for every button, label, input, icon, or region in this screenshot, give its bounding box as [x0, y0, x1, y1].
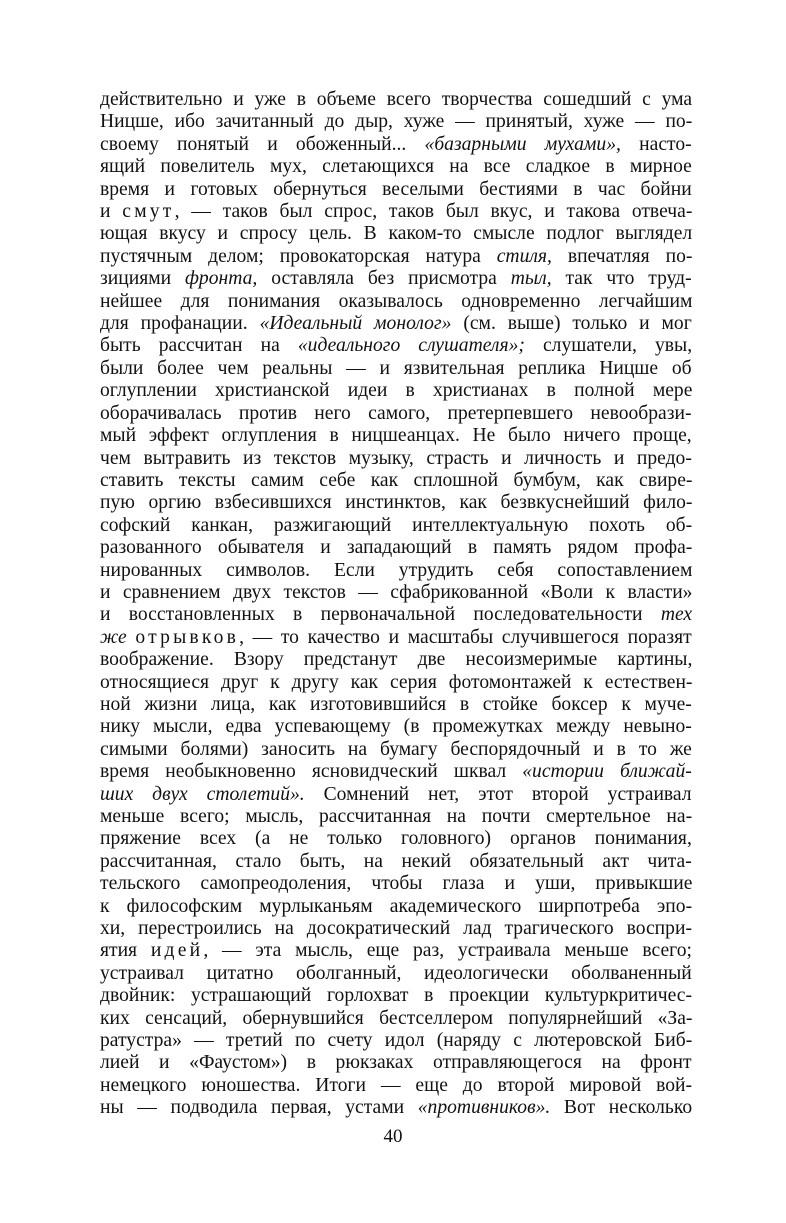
italic-text: «истории ближай- [522, 761, 692, 783]
italic-text: «Идеальный монолог» [259, 313, 452, 335]
spaced-emphasis-text: отрывков [135, 626, 240, 648]
text-run: двойник: устрашающий горлохват в проекции культуркритичес- [100, 985, 692, 1007]
italic-text: тыл, [510, 268, 552, 290]
text-line [100, 896, 692, 918]
text-run: были более чем реальны — и язвительная реплика Ницше об [100, 357, 692, 379]
text-run: своему понятый и обоженный... [100, 133, 425, 155]
text-run: и [100, 201, 123, 223]
text-run: ратустра» — третий по счету идол (наряду с лютеровской Биб- [100, 1030, 693, 1052]
text-line [100, 291, 692, 313]
text-line [100, 470, 692, 492]
text-run: пую оргию взбесившихся инстинктов, как безвкуснейший фило- [100, 492, 693, 514]
text-run: для профанации. [100, 313, 260, 335]
text-run: быть рассчитан на [100, 335, 298, 357]
text-run: насто- [620, 133, 692, 155]
text-run: время и готовых обернуться веселыми бестиями в час бойни [100, 178, 692, 200]
text-line [100, 582, 692, 604]
text-run: симыми болями) заносить на бумагу беспорядочный и в то же [100, 738, 692, 760]
text-run: ны — подводила первая, устами [100, 1097, 418, 1119]
text-run: (см. выше) только и мог [451, 313, 692, 335]
page-number: 40 [383, 1126, 403, 1147]
text-line [100, 111, 692, 133]
text-line [100, 716, 692, 738]
text-line [100, 1008, 692, 1030]
text-line [100, 246, 692, 268]
text-run: ких сенсаций, обернувшийся бестселлером популярнейший «За- [100, 1007, 693, 1029]
text-run: лией и «Фаустом») в рюкзаках отправляющегося на фронт [100, 1052, 692, 1074]
text-run: Вот несколько [550, 1097, 693, 1119]
text-line [100, 963, 692, 985]
text-run: оборачивалась против него самого, претерпевшего невообрази- [100, 402, 692, 424]
text-line [100, 985, 692, 1007]
text-line [100, 940, 692, 962]
text-line [100, 335, 692, 357]
text-line [100, 672, 692, 694]
text-run: , — эта мысль, еще раз, устраивала меньше всего; [203, 940, 692, 962]
text-line [100, 448, 692, 470]
text-run: , — то качество и масштабы случившегося поразят [239, 626, 692, 648]
text-run: впечатляя по- [551, 245, 693, 267]
text-line [100, 627, 692, 649]
spaced-emphasis-text: идей [150, 940, 204, 962]
text-run: Ницше, ибо зачитанный до дыр, хуже — принятый, хуже — по- [100, 111, 693, 133]
text-run: действительно и уже в объеме всего творчества сошедший с ума [100, 89, 693, 110]
text-run: время необыкновенно ясновидческий шквал [100, 761, 523, 783]
text-line [100, 515, 692, 537]
text-line [100, 604, 692, 626]
text-line [100, 425, 692, 447]
text-line [100, 1052, 692, 1074]
text-line [100, 694, 692, 716]
text-line [100, 201, 692, 223]
text-run: пряжение всех (а не только головного) органов понимания, [100, 828, 692, 850]
text-run: ящий повелитель мух, слетающихся на все сладкое в мирное [100, 156, 692, 178]
text-line [100, 739, 692, 761]
text-line [100, 1097, 692, 1119]
text-run: и сравнением двух текстов — сфабрикованной «Воли к власти» [100, 581, 693, 603]
text-run: ющая вкусу и спросу цель. В каком-то смысле подлог выглядел [100, 223, 693, 245]
text-line [100, 873, 692, 895]
text-run: оглуплении христианской идеи в христианах в полной мере [100, 380, 693, 402]
italic-text: стиля, [496, 245, 552, 267]
text-run: немецкого юношества. Итоги — еще до второй мировой вой- [100, 1074, 693, 1096]
text-run: к философским мурлыканьям академического ширпотреба эпо- [100, 895, 693, 917]
text-line [100, 134, 692, 156]
italic-text: фронта, [185, 268, 258, 290]
text-line [100, 537, 692, 559]
text-line [100, 918, 692, 940]
text-line [100, 89, 692, 111]
text-run: ятия [100, 940, 151, 962]
text-run: оставляла без присмотра [257, 268, 511, 290]
text-line [100, 268, 692, 290]
text-line [100, 560, 692, 582]
text-run: зициями [100, 268, 185, 290]
text-run: ной жизни лица, как изготовившийся в стойке боксер к муче- [100, 693, 692, 715]
text-run: чем вытравить из текстов музыку, страсть и личность и предо- [100, 447, 692, 469]
italic-text: тех [660, 604, 693, 626]
text-run: тельского самопреодоления, чтобы глаза и уши, привыкшие [100, 873, 693, 895]
text-run: нированных символов. Если утрудить себя сопоставлением [100, 559, 693, 581]
text-line [100, 761, 692, 783]
text-run: относящиеся друг к другу как серия фотомонтажей к естествен- [100, 671, 693, 693]
text-run: и восстановленных в первоначальной последовательности [100, 604, 661, 626]
text-run: софский канкан, разжигающий интеллектуальную похоть об- [100, 514, 693, 536]
text-run: устраивал цитатно оболганный, идеологически оболваненный [100, 962, 692, 984]
text-run: меньше всего; мысль, рассчитанная на почти смертельное на- [100, 806, 693, 827]
text-run: воображение. Взору предстанут две несоизмеримые картины, [100, 649, 693, 671]
text-line [100, 358, 692, 380]
italic-text: «идеального слушателя»; [297, 335, 525, 357]
text-run: так что труд- [551, 268, 692, 290]
text-line [100, 649, 692, 671]
text-line [100, 1030, 692, 1052]
italic-text: же [100, 626, 127, 648]
text-run: нейшее для понимания оказывалось одновременно легчайшим [100, 290, 693, 312]
text-run: нику мысли, едва успевающему (в промежутках между невыно- [100, 716, 692, 738]
text-line [100, 784, 692, 806]
text-run: Сомнений нет, этот второй устраивал [304, 783, 692, 805]
text-line [100, 492, 692, 514]
text-line [100, 403, 692, 425]
text-run: пустячным делом; провокаторская натура [100, 245, 497, 267]
italic-text: «базарными мухами», [424, 133, 621, 155]
text-line [100, 313, 692, 335]
text-line [100, 179, 692, 201]
text-run: хи, перестроились на досократический лад трагического воспри- [100, 918, 692, 940]
text-run: , — таков был спрос, таков был вкус, и такова отвеча- [174, 201, 693, 223]
italic-text: ших двух столетий». [100, 783, 305, 805]
text-run: разованного обывателя и западающий в память рядом профа- [100, 537, 693, 559]
text-line [100, 380, 692, 402]
text-line [100, 1075, 692, 1097]
text-run: рассчитанная, стало быть, на некий обязательный акт чита- [100, 850, 692, 872]
text-line [100, 806, 692, 828]
text-run: ставить тексты самим себе как сплошной бумбум, как свире- [100, 469, 693, 491]
spaced-emphasis-text: смут [122, 201, 175, 223]
text-line [100, 851, 692, 873]
text-run: мый эффект оглупления в ницшеанцах. Не было ничего проще, [100, 425, 692, 447]
text-line [100, 156, 692, 178]
text-line [100, 828, 692, 850]
text-run: слушатели, увы, [524, 335, 693, 357]
body-text [100, 89, 692, 1120]
text-line [100, 223, 692, 245]
italic-text: «противников». [417, 1097, 551, 1119]
